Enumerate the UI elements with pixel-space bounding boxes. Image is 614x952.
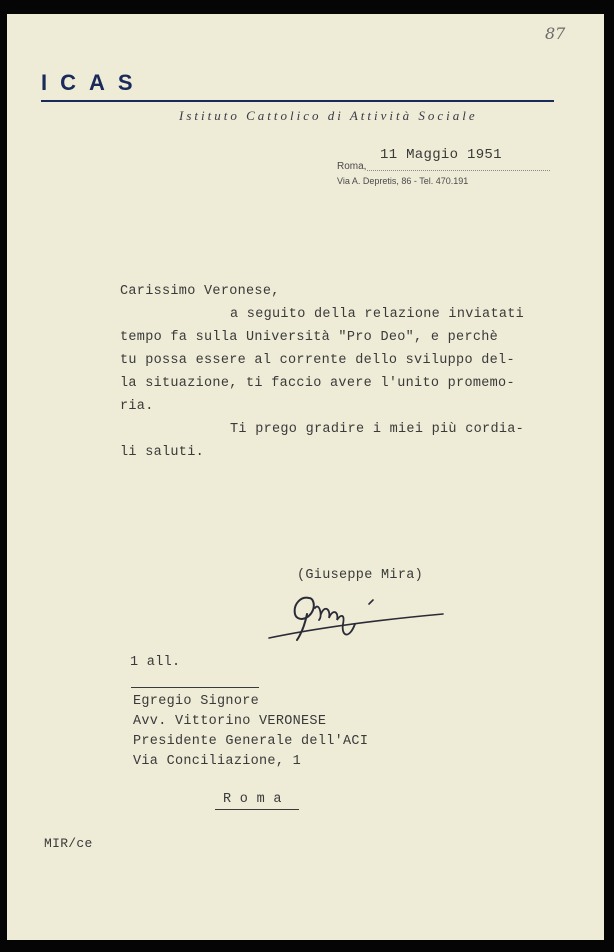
- letter-page: [7, 14, 604, 940]
- body-line: tu possa essere al corrente dello sviluppo del-: [120, 353, 515, 368]
- body-line: la situazione, ti faccio avere l'unito promemo-: [120, 376, 515, 391]
- reference-initials: MIR/ce: [44, 836, 93, 851]
- separator-rule: [131, 687, 259, 688]
- body-line: a seguito della relazione inviatati: [230, 307, 525, 322]
- letterhead-subtitle: Istituto Cattolico di Attività Sociale: [179, 108, 478, 123]
- date-dotted-line: [367, 170, 550, 171]
- body-line: Ti prego gradire i miei più cordia-: [230, 422, 525, 437]
- recipient-line: Avv. Vittorino VERONESE: [133, 714, 327, 729]
- letter-date: 11 Maggio 1951: [380, 147, 502, 163]
- recipient-line: Presidente Generale dell'ACI: [133, 734, 369, 749]
- letterhead-rule: [41, 100, 554, 102]
- body-line: tempo fa sulla Università "Pro Deo", e perchè: [120, 330, 499, 345]
- recipient-line: Via Conciliazione, 1: [133, 754, 302, 769]
- destination-city: R o m a: [223, 792, 282, 807]
- letterhead-logo: ICAS: [41, 70, 146, 95]
- signatory-name: (Giuseppe Mira): [297, 568, 424, 583]
- body-line: ria.: [120, 399, 154, 414]
- destination-underline: [215, 809, 299, 810]
- handwritten-signature: [257, 584, 457, 654]
- page-number: 87: [545, 24, 566, 43]
- recipient-line: Egregio Signore: [133, 694, 260, 709]
- body-line: li saluti.: [120, 445, 205, 460]
- salutation: Carissimo Veronese,: [120, 284, 280, 299]
- city-label: Roma,: [337, 161, 367, 172]
- attachment-note: 1 all.: [130, 655, 181, 670]
- letterhead-address: Via A. Depretis, 86 - Tel. 470.191: [337, 176, 469, 186]
